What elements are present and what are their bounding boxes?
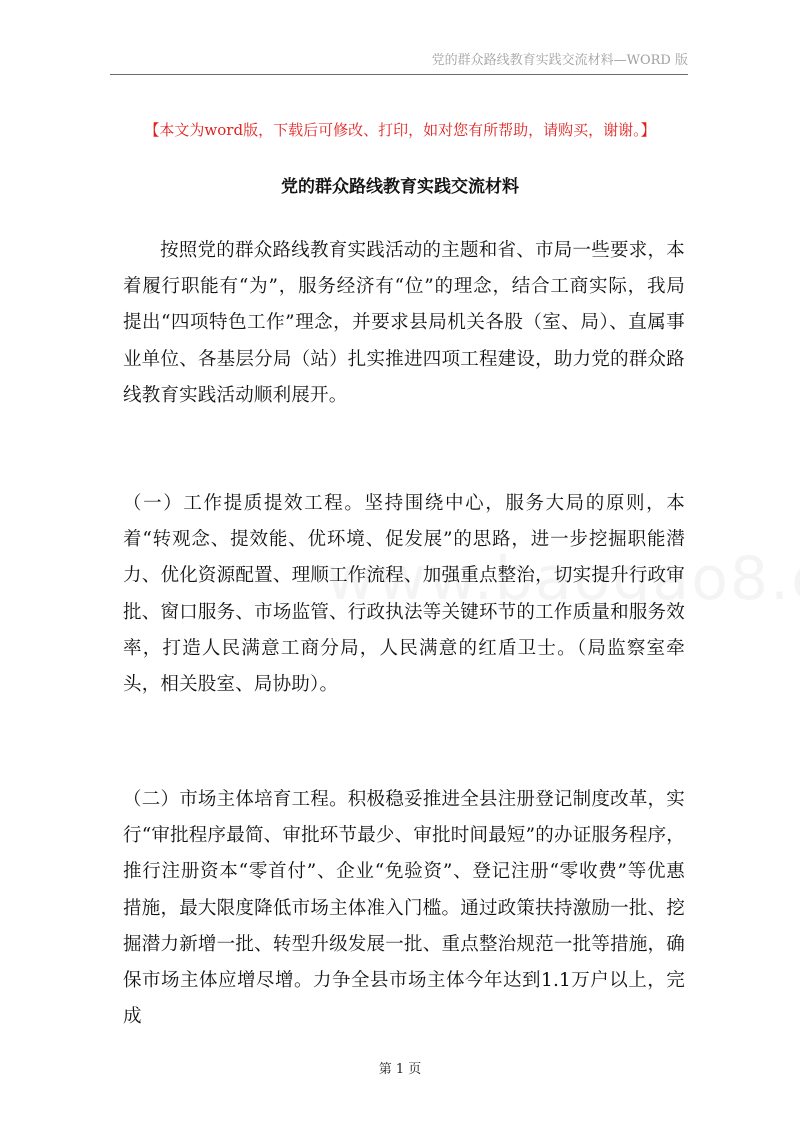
document-title: 党的群众路线教育实践交流材料	[281, 177, 519, 197]
download-notice: 【本文为word版，下载后可修改、打印，如对您有所帮助，请购买，谢谢。】	[144, 121, 656, 139]
running-header: 党的群众路线教育实践交流材料—WORD 版	[431, 53, 688, 68]
paragraph-intro: 按照党的群众路线教育实践活动的主题和省、市局一些要求，本着履行职能有“为”，服务经济有“位”的理念，结合工商实际，我局提出“四项特色工作”理念，并要求县局机关各股（室、局）、直属事业单位、各基层分局（站）扎实推进四项工程建设，助力党的群众路线教育实践活动顺利展开。	[123, 240, 685, 406]
page-number: 第 1 页	[378, 1062, 422, 1077]
paragraph-section-2: （二）市场主体培育工程。积极稳妥推进全县注册登记制度改革，实行“审批程序最简、审批环节最少、审批时间最短”的办证服务程序，推行注册资本“零首付”、企业“免验资”、登记注册“零收费”等优惠措施，最大限度降低市场主体准入门槛。通过政策扶持激励一批、挖掘潜力新增一批、转型升级发展一批、重点整治规范一批等措施，确保市场主体应增尽增。力争全县市场主体今年达到1.1万户以上，完成	[123, 789, 685, 1028]
paragraph-section-1: （一）工作提质提效工程。坚持围绕中心，服务大局的原则，本着“转观念、提效能、优环境、促发展”的思路，进一步挖掘职能潜力、优化资源配置、理顺工作流程、加强重点整治，切实提升行政审批、窗口服务、市场监管、行政执法等关键环节的工作质量和服务效率，打造人民满意工商分局，人民满意的红盾卫士。（局监察室牵头，相关股室、局协助）。	[123, 493, 685, 696]
header-divider	[110, 74, 688, 75]
